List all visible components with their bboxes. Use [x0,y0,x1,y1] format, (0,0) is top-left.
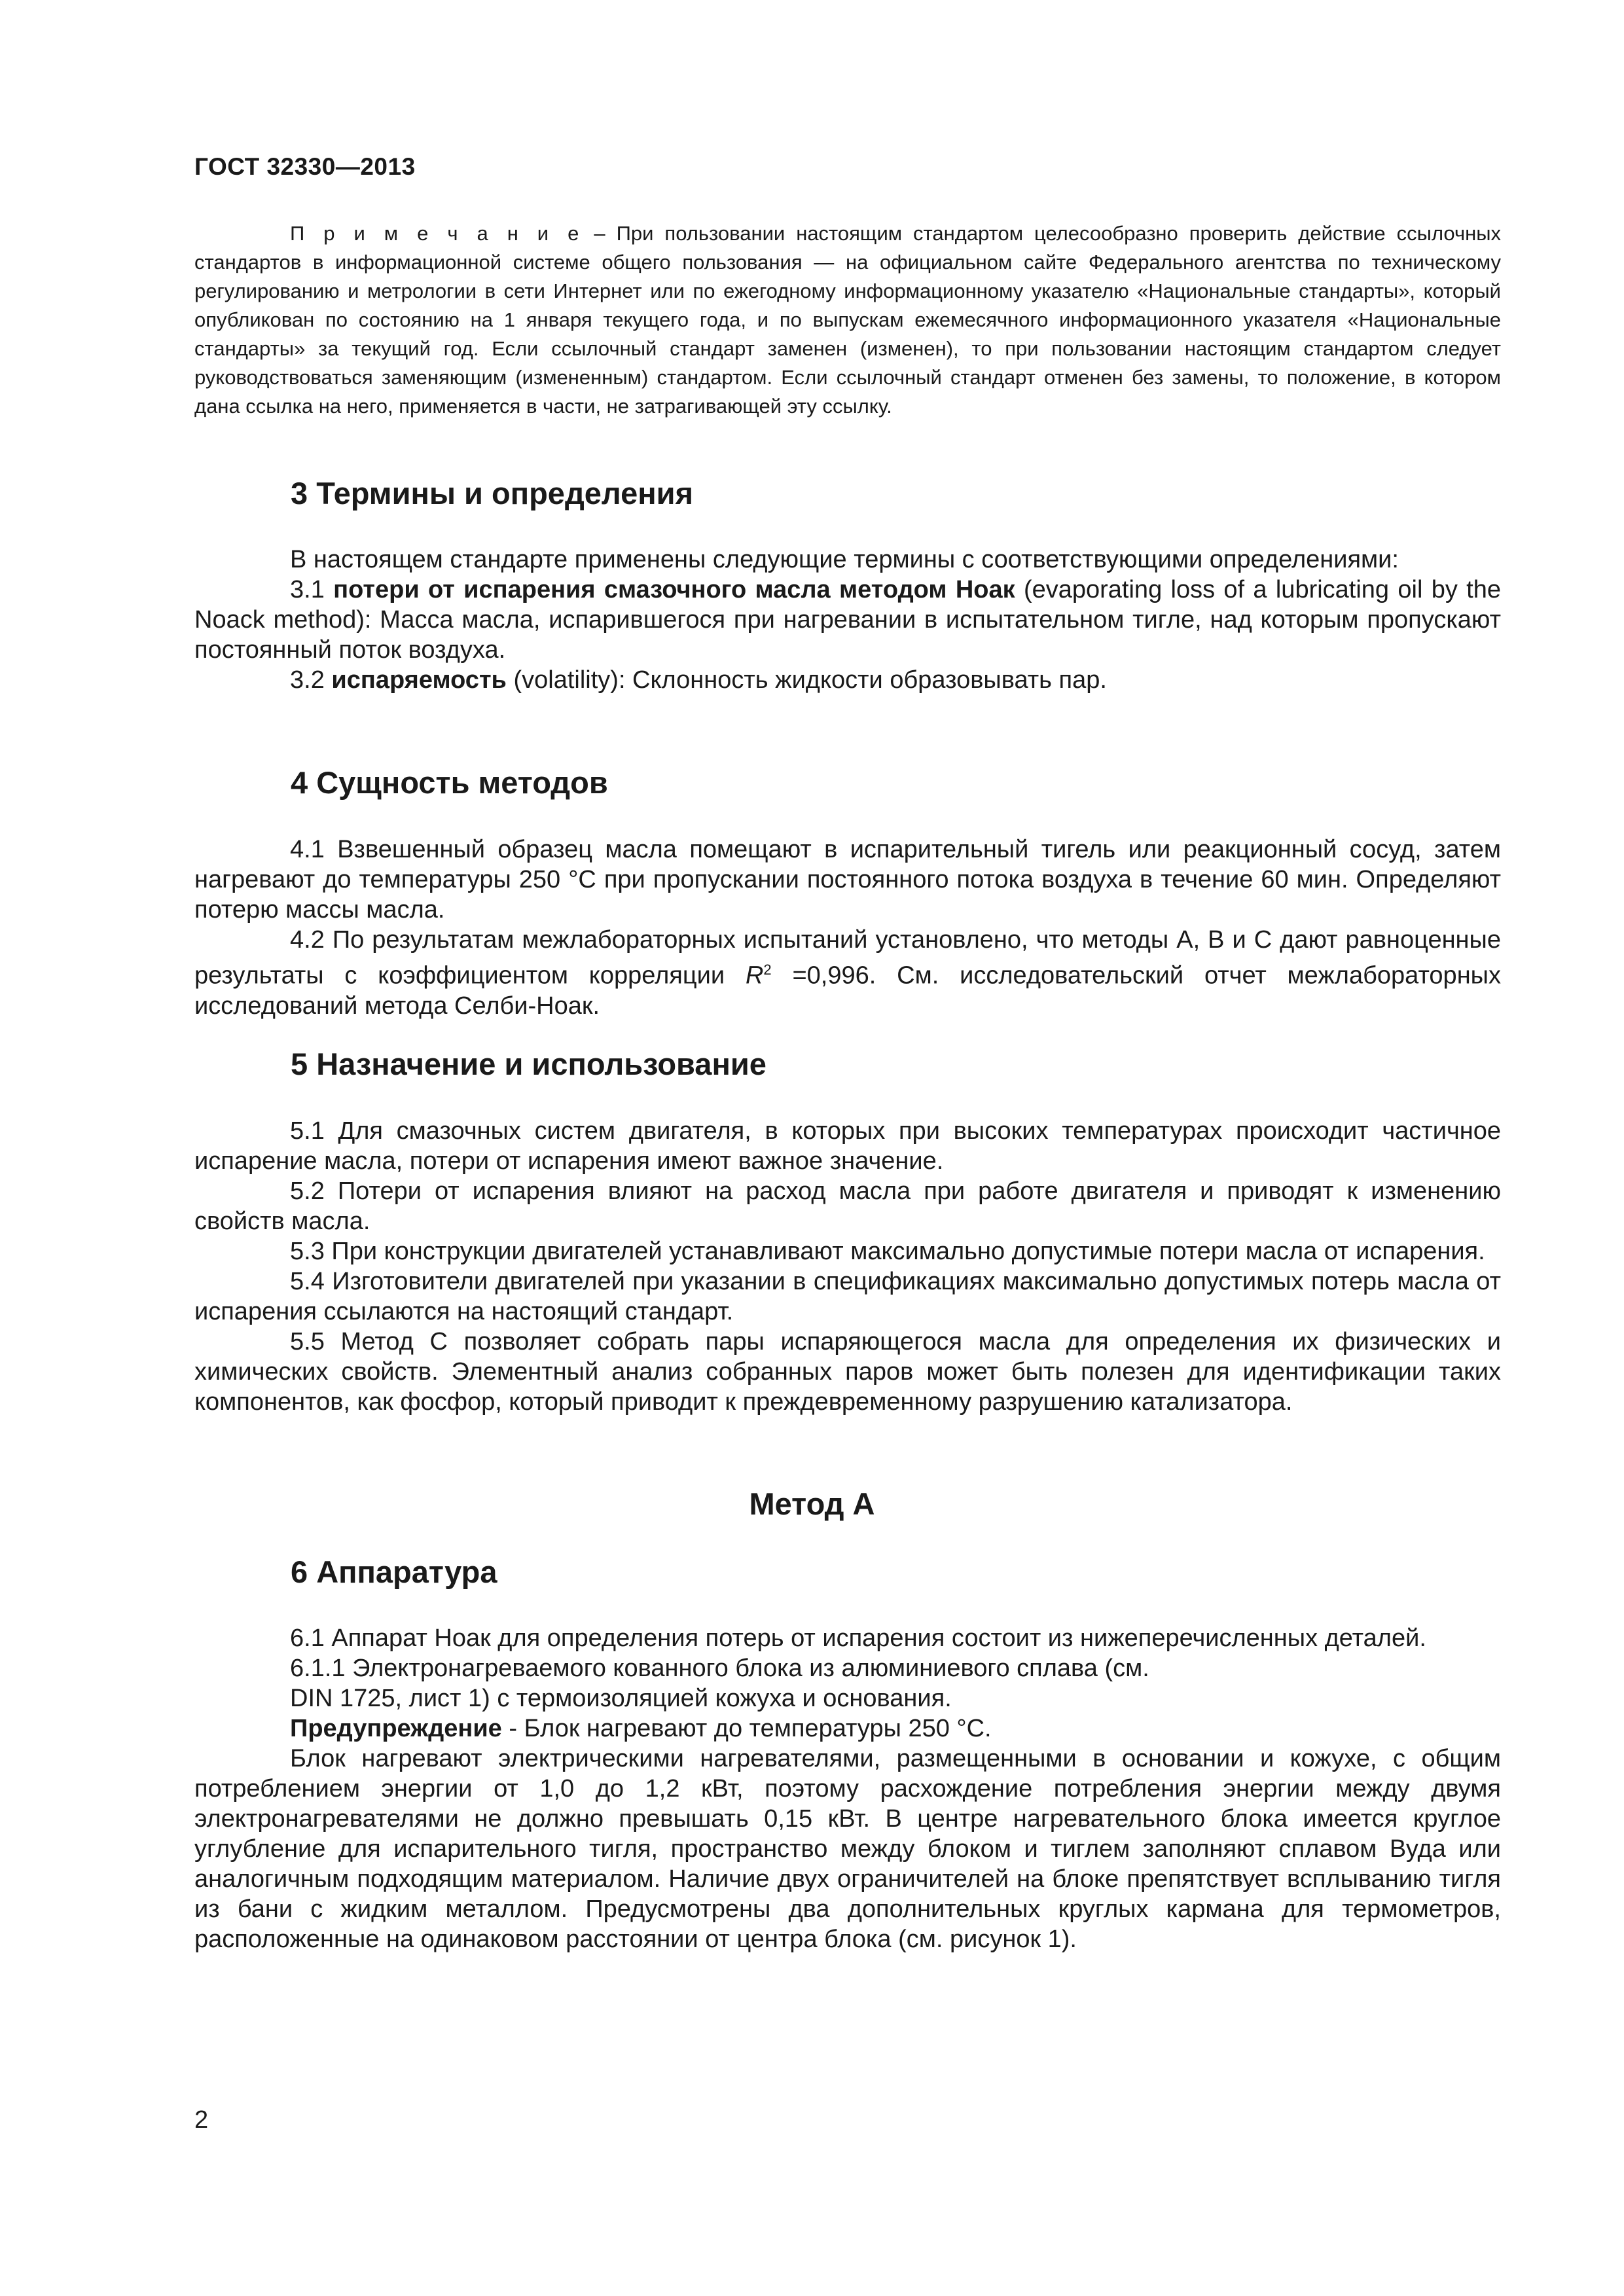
term-3-1-name: потери от испарения смазочного масла методом Ноак [333,576,1015,603]
section-6-title: 6 Аппаратура [291,1554,497,1589]
section-5-title: 5 Назначение и использование [291,1047,767,1081]
para-5-1: 5.1 Для смазочных систем двигателя, в которых при высоких температурах происходит частичное испарение масла, потери от испарения имеют важное значение. [194,1117,1501,1175]
page-number: 2 [194,2106,209,2134]
section-5-body [194,1116,1501,1417]
section-3-title: 3 Термины и определения [291,476,693,511]
para-5-4: 5.4 Изготовители двигателей при указании в спецификациях максимально допустимых потерь масла от испарения ссылаются на настоящий стандарт. [194,1268,1501,1325]
para-6-1-1-cont: DIN 1725, лист 1) с термоизоляцией кожуха и основания. [290,1685,952,1712]
para-5-3: 5.3 При конструкции двигателей устанавливают максимально допустимые потери масла от испарения. [290,1238,1485,1265]
section-3-body [194,545,1501,695]
para-4-2: 4.2 По результатам межлабораторных испытаний установлено, что методы А, В и С дают равноценные результаты с коэффициентом корреляции $R^2 =0,996$. См. исследовательский отчет межлабораторных исследований метода Селби-Ноак. [194,926,1501,1020]
para-5-5: 5.5 Метод С позволяет собрать пары испаряющегося масла для определения их физических и химических свойств. Элементный анализ собранных паров может быть полезен для идентификации таких компонентов, как фосфор, который приводит к преждевременному разрушению катализатора. [194,1328,1501,1416]
warning: Предупреждение - Блок нагревают до температуры 250 °С. [290,1715,992,1742]
note-text: – При пользовании настоящим стандартом целесообразно проверить действие ссылочных стандартов в информационной системе общего пользования — на официальном сайте Федерального агентства по техническому регулированию и метрологии в сети Интернет или по ежегодному информационному указателю «Национальные стандарты», который опубликован по состоянию на 1 января текущего года, и по выпускам ежемесячного информационного указателя «Национальные стандарты» за текущий год. Если ссылочный стандарт заменен (изменен), то при пользовании настоящим стандартом следует руководствоваться заменяющим (измененным) стандартом. Если ссылочный стандарт отменен без замены, то положение, в котором дана ссылка на него, применяется в части, не затрагивающей эту ссылку. [194,222,1501,418]
document-header: ГОСТ 32330—2013 [194,153,416,180]
warning-label: Предупреждение [290,1715,502,1742]
section-3-intro: В настоящем стандарте применены следующие термины с соответствующими определениями: [290,546,1399,573]
para-5-2: 5.2 Потери от испарения влияют на расход масла при работе двигателя и приводят к изменению свойств масла. [194,1177,1501,1235]
note-paragraph [194,219,1501,421]
method-a-title: Метод А [749,1486,875,1521]
term-3-1: 3.1 потери от испарения смазочного масла методом Ноак (evaporating loss of a lubricating oil by the Noack method): Масса масла, испарившегося при нагревании в испытательном тигле, над которым пропускают постоянный поток воздуха. [194,576,1501,664]
section-4-body [194,834,1501,1021]
note-label: П р и м е ч а н и е [290,222,583,245]
term-3-2: 3.2 испаряемость (volatility): Склонность жидкости образовывать пар. [290,666,1107,694]
section-6-body [194,1623,1501,1954]
section-4-title: 4 Сущность методов [291,765,608,800]
para-block-description: Блок нагревают электрическими нагревателями, размещенными в основании и кожухе, с общим потреблением энергии от 1,0 до 1,2 кВт, поэтому расхождение потребления энергии между двумя электронагревателями не должно превышать 0,15 кВт. В центре нагревательного блока имеется круглое углубление для испарительного тигля, пространство между блоком и тиглем заполняют сплавом Вуда или аналогичным подходящим материалом. Наличие двух ограничителей на блоке препятствует всплыванию тигля из бани с жидким металлом. Предусмотрены два дополнительных круглых кармана для термометров, расположенные на одинаковом расстоянии от центра блока (см. рисунок 1). [194,1745,1501,1953]
para-6-1: 6.1 Аппарат Ноак для определения потерь от испарения состоит из нижеперечисленных деталей. [290,1624,1426,1652]
term-3-2-name: испаряемость [331,666,507,694]
para-4-1: 4.1 Взвешенный образец масла помещают в испарительный тигель или реакционный сосуд, затем нагревают до температуры 250 °С при пропускании постоянного потока воздуха в течение 60 мин. Определяют потерю массы масла. [194,836,1501,924]
para-6-1-1: 6.1.1 Электронагреваемого кованного блока из алюминиевого сплава (см. [290,1655,1149,1682]
